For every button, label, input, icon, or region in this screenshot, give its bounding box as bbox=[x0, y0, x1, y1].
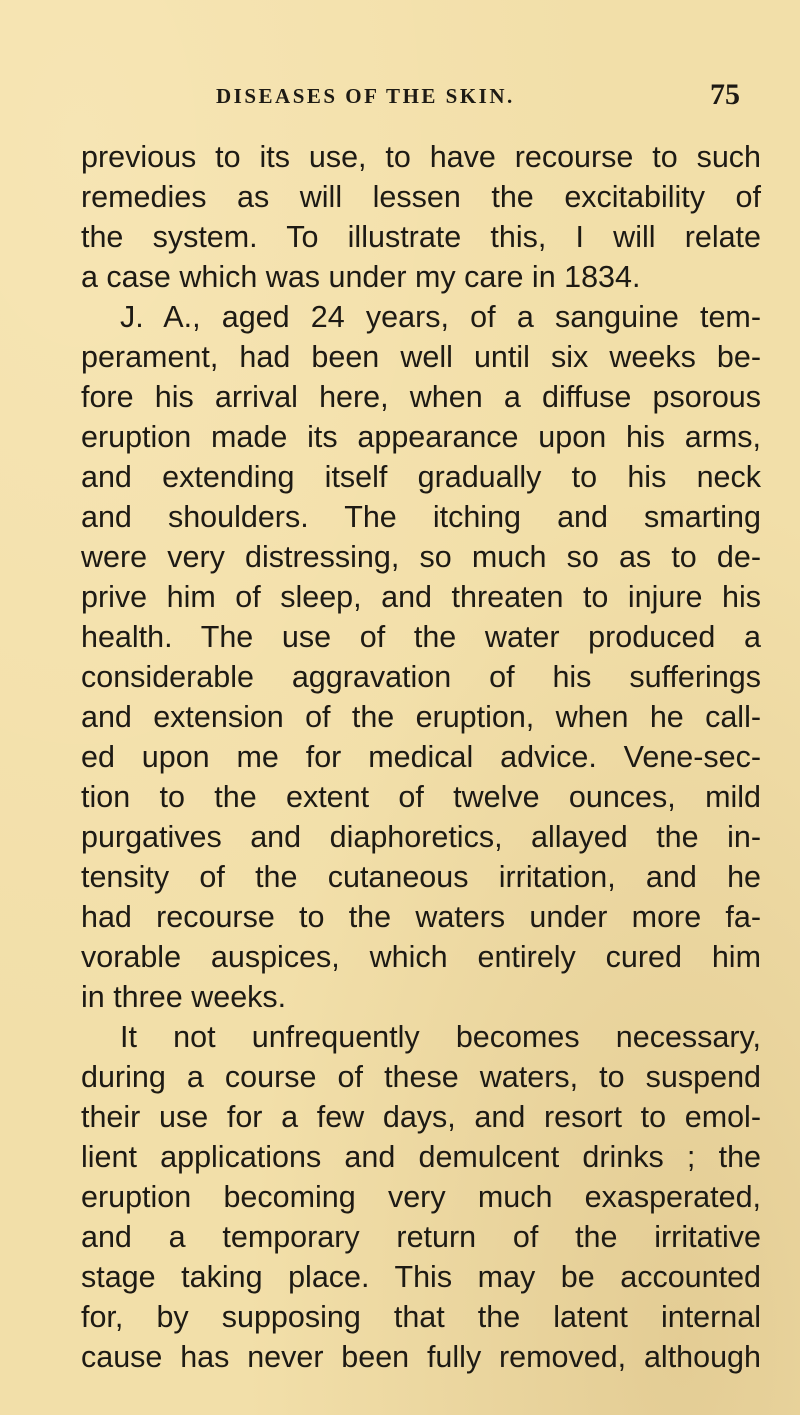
text-line: eruption becoming very much exasperated, bbox=[81, 1180, 761, 1214]
text-line: tensity of the cutaneous irritation, and he bbox=[81, 860, 761, 894]
text-line: fore his arrival here, when a diffuse psorous bbox=[81, 380, 761, 414]
text-line: health. The use of the water produced a bbox=[81, 620, 761, 654]
text-line: prive him of sleep, and threaten to injure his bbox=[81, 580, 761, 614]
text-line: lient applications and demulcent drinks ; the bbox=[81, 1140, 761, 1174]
text-line: were very distressing, so much so as to de- bbox=[81, 540, 761, 574]
text-line: remedies as will lessen the excitability of bbox=[81, 180, 761, 214]
text-line: stage taking place. This may be accounted bbox=[81, 1260, 761, 1294]
text-line: vorable auspices, which entirely cured him bbox=[81, 940, 761, 974]
text-line: for, by supposing that the latent internal bbox=[81, 1300, 761, 1334]
text-line: the system. To illustrate this, I will relate bbox=[81, 220, 761, 254]
text-line: purgatives and diaphoretics, allayed the in- bbox=[81, 820, 761, 854]
text-line: eruption made its appearance upon his arms, bbox=[81, 420, 761, 454]
text-line: and extending itself gradually to his neck bbox=[81, 460, 761, 494]
text-line: and a temporary return of the irritative bbox=[81, 1220, 761, 1254]
text-line: a case which was under my care in 1834. bbox=[81, 260, 641, 294]
running-head bbox=[0, 78, 800, 118]
text-line: had recourse to the waters under more fa- bbox=[81, 900, 761, 934]
text-line: tion to the extent of twelve ounces, mild bbox=[81, 780, 761, 814]
text-line: cause has never been fully removed, although bbox=[81, 1340, 761, 1374]
text-line: and extension of the eruption, when he call- bbox=[81, 700, 761, 734]
page-number: 75 bbox=[710, 78, 740, 111]
text-line: previous to its use, to have recourse to such bbox=[81, 140, 761, 174]
text-line: and shoulders. The itching and smarting bbox=[81, 500, 761, 534]
text-line: during a course of these waters, to suspend bbox=[81, 1060, 761, 1094]
text-line: their use for a few days, and resort to emol- bbox=[81, 1100, 761, 1134]
text-line: perament, had been well until six weeks be- bbox=[81, 340, 761, 374]
running-head-title: DISEASES OF THE SKIN. bbox=[216, 84, 515, 108]
text-line: J. A., aged 24 years, of a sanguine tem- bbox=[120, 300, 761, 334]
text-line: It not unfrequently becomes necessary, bbox=[120, 1020, 761, 1054]
text-line: considerable aggravation of his sufferings bbox=[81, 660, 761, 694]
text-line: in three weeks. bbox=[81, 980, 287, 1014]
text-line: ed upon me for medical advice. Vene-sec- bbox=[81, 740, 761, 774]
